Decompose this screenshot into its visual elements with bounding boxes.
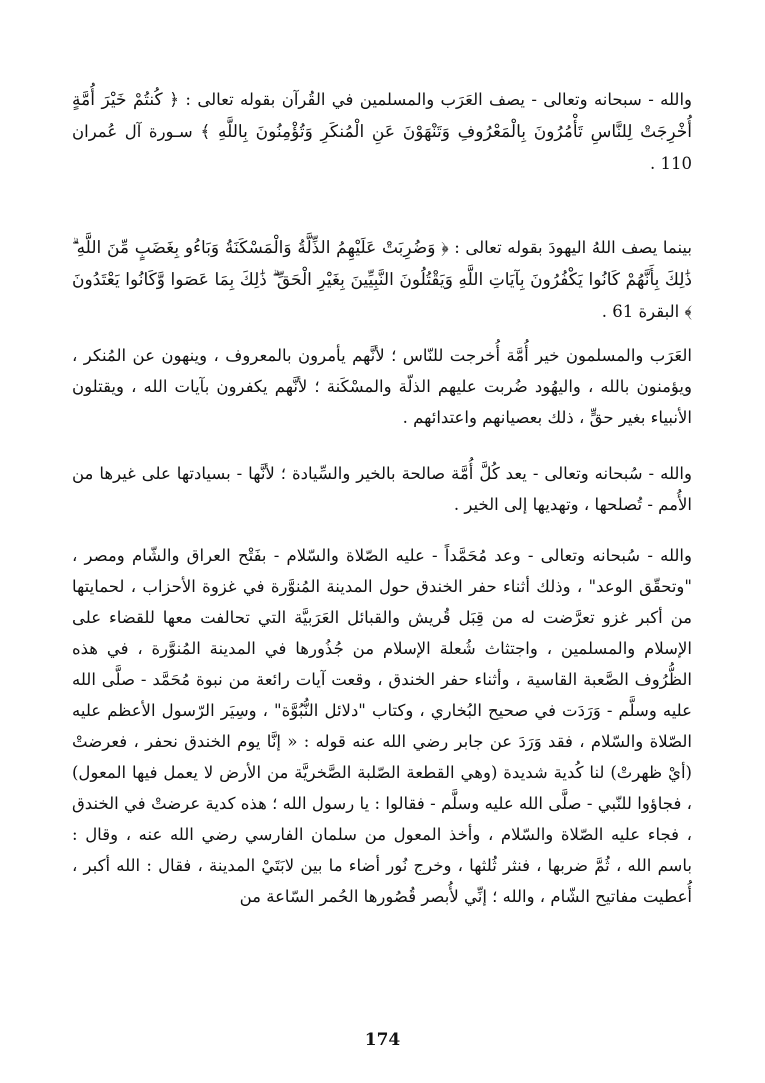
paragraph-trench-prophecy: والله - سُبحانه وتعالى - وعد مُحَمَّداً - عليه الصّلاة والسّلام - بفَتْح العراق والشّام ومصر ، "وتحقّق الوعد" ، وذلك أثناء حفر الخندق حول المدينة المُنوَّرة في غزوة الأحزاب ، لحمايتها من أكبر غزو تعرَّضت له من قِبَل قُريش والقبائل العَرَبيَّة التي تحالفت معها للقضاء على الإسلام والمسلمين ، واجتثاث شُعلة الإسلام من جُذُورها في المدينة المُنوَّرة ، في هذه الظُّرُوف الصَّعبة القاسية ، وأثناء حفر الخندق ، وقعت آيات رائعة من نبوة مُحَمَّد - صلَّى الله عليه وسلَّم - وَرَدَت في صحيح البُخاري ، وكتاب "دلائل النُّبُوَّة" ، وسِيَر الرّسول الأعظم عليه الصّلاة والسّلام ، فقد وَرَدَ عن جابر رضي الله عنه قوله : « إنَّا يوم الخندق نحفر ، فعرضتْ (أيْ ظهرتْ) لنا كُدية شديدة (وهي القطعة الصّلبة الصَّخريَّة من الأرض لا يعمل فيها المعول) ، فجاؤوا للنّبي - صلَّى الله عليه وسلَّم - فقالوا : يا رسول الله ؛ هذه كدية عرضتْ في الخندق ، فجاء عليه الصّلاة والسّلام ، وأخذ المعول من سلمان الفارسي رضي الله عنه ، وقال : باسم الله ، ثُمَّ ضربها ، فنثر ثُلثها ، وخرج نُور أضاء ما بين لابَتَيْ المدينة ، فقال : الله أكبر ، أُعطيت مفاتيح الشّام ، والله ؛ إنِّي لأُبصر قُصُورها الحُمر السّاعة من bbox=[72, 546, 692, 906]
verse-reference: البقرة 61 . bbox=[601, 302, 685, 321]
quran-verse: ﴿ كُنتُمْ خَيْرَ أُمَّةٍ أُخْرِجَتْ لِلنَّاسِ تَأْمُرُونَ بِالْمَعْرُوفِ وَتَنْهَوْنَ عَنِ الْمُنكَرِ وَتُؤْمِنُونَ بِاللَّهِ ﴾ bbox=[72, 90, 692, 142]
page-number: 174 bbox=[364, 1030, 401, 1050]
paragraph-jews-quran bbox=[72, 232, 692, 328]
paragraph-righteous-nation: والله - سُبحانه وتعالى - يعد كُلَّ أُمَّة صالحة بالخير والسِّيادة ؛ لأنَّها - بسيادتها على غيرها من الأُمم - تُصلحها ، وتهديها إلى الخير . bbox=[72, 464, 692, 514]
paragraph-best-nation: العَرَب والمسلمون خير أُمَّة أُخرجت للنّاس ؛ لأنَّهم يأمرون بالمعروف ، وينهون عن المُنكر ، ويؤمنون بالله ، واليهُود ضُربت عليهم الذلّة والمسْكَنة ؛ لأنَّهم يكفرون بآيات الله ، ويقتلون الأنبياء بغير حقٍّ ، ذلك بعصيانهم واعتدائهم . bbox=[72, 346, 692, 427]
verse-reference: سـورة آل عُمران 110 . bbox=[72, 122, 692, 173]
paragraph-intro: والله - سبحانه وتعالى - يصف العَرَب والمسلمين في القُرآن بقوله تعالى : bbox=[179, 90, 692, 109]
paragraph-arabs-quran bbox=[72, 84, 692, 179]
quran-verse: ﴿ وَضُرِبَتْ عَلَيْهِمُ الذِّلَّةُ وَالْمَسْكَنَةُ وَبَاءُو بِغَضَبٍ مِّنَ اللَّهِ ۗ ذَٰلِكَ بِأَنَّهُمْ كَانُوا يَكْفُرُونَ بِآيَاتِ اللَّهِ وَيَقْتُلُونَ النَّبِيِّينَ بِغَيْرِ الْحَقِّ ۗ ذَٰلِكَ بِمَا عَصَوا وَّكَانُوا يَعْتَدُونَ ﴾ bbox=[72, 238, 692, 322]
paragraph-intro: بينما يصف اللهُ اليهودَ بقوله تعالى : bbox=[448, 238, 692, 257]
